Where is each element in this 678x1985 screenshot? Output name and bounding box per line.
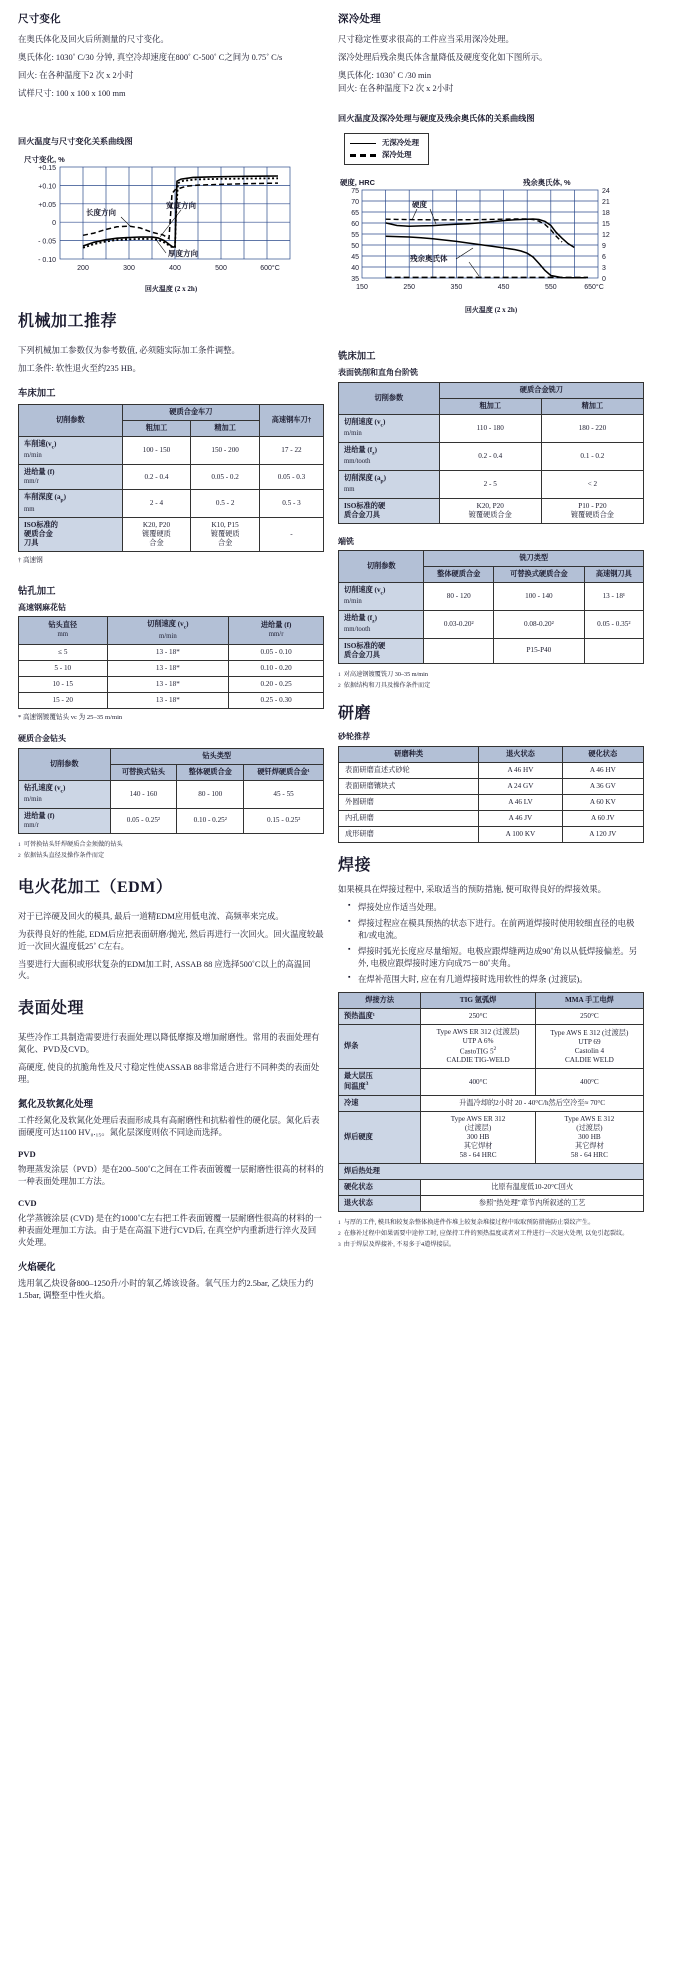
footnote-number: 2 xyxy=(338,1230,341,1237)
note-drilling-hss: * 高速钢镀覆钻头 vc 为 25–35 m/min xyxy=(18,714,123,722)
cell-value: Type AWS ER 312 (过渡层) 300 HB 其它焊材 58 - 64 HRC xyxy=(421,1111,535,1163)
cell-value: 参照"热处理"章节内所叙述的工艺 xyxy=(421,1195,644,1211)
footnote-text: 对高速钢镀覆铣刀 30–35 m/min xyxy=(343,670,428,678)
edm-p2: 为获得良好的性能, EDM后应把表面研磨/抛光, 然后再进行一次回火。回火温度较最近一次回火温度低25˚ C左右。 xyxy=(18,929,324,951)
cell-label: 成形研磨 xyxy=(339,826,479,842)
cell-value: K20, P20 镀覆硬质合金 xyxy=(439,498,541,523)
cell-param: ISO标准的 硬质合金 刀具 xyxy=(19,518,123,552)
subsection-pvd: PVD xyxy=(18,1148,36,1159)
section-title-surface: 表面处理 xyxy=(18,1000,85,1018)
table-row xyxy=(339,1095,644,1111)
subsection-turning: 车床加工 xyxy=(18,386,56,398)
cvd-text: 化学蒸镀涂层 (CVD) 是在约1000˚C左右把工件表面镀覆一层耐磨性很高的材料的一种表面处理加工方法。由于是在高温下进行CVD后, 在真空炉内重新进行淬火及回火处理。 xyxy=(18,1214,322,1248)
section-title-deep-cooling: 深冷处理 xyxy=(338,13,381,25)
cell-value: 13 - 18* xyxy=(107,677,229,693)
svg-text:500: 500 xyxy=(215,265,227,273)
cell-value: 0.5 - 2 xyxy=(191,490,260,518)
footnote-number: 1 xyxy=(338,671,341,678)
th-solid-carbide: 整体硬质合金 xyxy=(177,764,244,780)
cell-value: 110 - 180 xyxy=(439,414,541,442)
th-hss-tool: 高速钢车刀† xyxy=(259,405,323,437)
edm-p1: 对于已淬硬及回火的模具, 最后一道精EDM应用低电流、高频率来完成。 xyxy=(18,911,284,921)
cell-param: 冷速 xyxy=(339,1095,421,1111)
cell-value: A 46 HV xyxy=(479,762,562,778)
svg-text:40: 40 xyxy=(351,265,359,273)
th-grinding-type: 研磨种类 xyxy=(339,746,479,762)
th-feed: 进给量 (f) mm/r xyxy=(229,617,324,645)
dim-change-p3: 回火: 在各种温度下2 次 x 2小时 xyxy=(18,70,134,80)
cell-value: 0.20 - 0.25 xyxy=(229,677,324,693)
cell-value: 10 - 15 xyxy=(19,677,108,693)
list-item: ▪ 焊接过程应在模具预热的状态下进行。在前两道焊接时使用较细直径的电极和/或电流。 xyxy=(350,918,644,942)
subsection-milling: 铣床加工 xyxy=(338,350,376,362)
dashed-line-icon xyxy=(350,154,376,157)
cell-value: 0.25 - 0.30 xyxy=(229,693,324,709)
cell-value: 250°C xyxy=(535,1008,643,1024)
svg-text:450: 450 xyxy=(497,284,510,292)
th-cutting-param: 切削参数 xyxy=(339,550,424,582)
chart-xlabel-dimensional: 回火温度 (2 x 2h) xyxy=(144,285,198,294)
th-carbide-mill: 硬质合金铣刀 xyxy=(439,382,643,398)
cell-value xyxy=(584,638,643,663)
cell-value: - xyxy=(259,518,323,552)
svg-text:- 0.10: - 0.10 xyxy=(38,257,56,265)
cell-value: 0.5 - 3 xyxy=(259,490,323,518)
cell-value: A 60 KV xyxy=(562,794,643,810)
table-row xyxy=(339,442,644,470)
table-turning xyxy=(18,404,324,552)
th-indexable-carbide: 可替换式硬质合金 xyxy=(494,566,585,582)
footnotes-welding xyxy=(338,1219,644,1250)
cell-label: 内孔研磨 xyxy=(339,810,479,826)
dim-change-p2: 奥氏体化: 1030˚ C/30 分钟, 真空冷却速度在800˚ C-500˚ C之间为 0.75˚ C/s xyxy=(18,52,283,62)
svg-text:21: 21 xyxy=(602,199,610,207)
svg-text:12: 12 xyxy=(602,232,610,240)
cell-value: 180 - 220 xyxy=(541,414,643,442)
table-drilling-carbide xyxy=(18,748,324,834)
cell-value: A 120 JV xyxy=(562,826,643,842)
milling-end-label: 端铣 xyxy=(338,536,354,546)
cell-param: 进给量 $(f_z)$ mm/tooth xyxy=(339,442,440,470)
table-row xyxy=(19,518,324,552)
cell-value: K10, P15 镀覆硬质 合金 xyxy=(191,518,260,552)
surface-p2: 高硬度, 使良的抗脆角性及尺寸稳定性使ASSAB 88非常适合进行不同种类的表面处理。 xyxy=(18,1062,320,1084)
footnote-number: 1 xyxy=(338,1219,341,1226)
cell-value: A 100 KV xyxy=(479,826,562,842)
legend-label: 无深冷处理 xyxy=(382,138,419,148)
svg-text:75: 75 xyxy=(351,188,359,196)
svg-text:300: 300 xyxy=(123,265,135,273)
subsection-cvd: CVD xyxy=(18,1198,37,1209)
cell-value: A 46 LV xyxy=(479,794,562,810)
th-brazed-carbide: 硬钎焊硬质合金¹ xyxy=(244,764,324,780)
cell-value: Type AWS ER 312 (过渡层) UTP A 6% CastoTIG $5^2$ CALDIE TIG-WELD xyxy=(421,1024,535,1068)
footnote-text: 在修补过程中如果需要中途停工时, 应保持工件的预热温度或者对工件进行一次退火处理, 以免引起裂纹。 xyxy=(343,1229,629,1237)
cell-value: P10 - P20 镀覆硬质合金 xyxy=(541,498,643,523)
table-row xyxy=(19,780,324,808)
dim-change-p1: 在奥氏体化及回火后所测量的尺寸变化。 xyxy=(18,34,169,44)
svg-text:200: 200 xyxy=(77,265,89,273)
svg-text:+0.10: +0.10 xyxy=(38,183,56,191)
svg-text:55: 55 xyxy=(351,232,359,240)
th-cutting-param: 切削参数 xyxy=(19,405,123,437)
svg-text:650°C: 650°C xyxy=(584,284,604,292)
svg-text:15: 15 xyxy=(602,221,610,229)
svg-text:0: 0 xyxy=(602,276,606,284)
cell-value: 100 - 150 xyxy=(122,437,191,465)
svg-text:硬度: 硬度 xyxy=(412,200,427,210)
footnote-text: 与厚的工件, 模具和较复杂整体换进件作堆上较复杂堆接过程中取取预防措施防止裂纹产生。 xyxy=(343,1218,595,1226)
th-cutting-param: 切削参数 xyxy=(19,748,111,780)
table-grinding xyxy=(338,746,644,843)
cell-value: 0.05 - 0.35² xyxy=(584,610,643,638)
th-indexable: 可替换式钻头 xyxy=(110,764,177,780)
svg-text:长度方向: 长度方向 xyxy=(86,208,116,218)
cell-label: 表面研磨镶块式 xyxy=(339,778,479,794)
chart-caption-dimensional: 回火温度与尺寸变化关系曲线图 xyxy=(18,136,133,146)
cell-value: 150 - 200 xyxy=(191,437,260,465)
svg-text:24: 24 xyxy=(602,188,610,196)
cell-value: 0.15 - 0.25² xyxy=(244,808,324,833)
svg-text:9: 9 xyxy=(602,243,606,251)
cell-value: 13 - 18* xyxy=(107,661,229,677)
table-row xyxy=(339,1195,644,1211)
table-row xyxy=(339,1024,644,1068)
cell-value: 45 - 55 xyxy=(244,780,324,808)
cell-value: 0.05 - 0.2 xyxy=(191,464,260,489)
footnote-text: 可替换钻头钎焊硬质合金须做的钻头 xyxy=(23,841,123,849)
chart-xlabel-deepcool: 回火温度 (2 x 2h) xyxy=(464,306,518,315)
cell-label: 外圆研磨 xyxy=(339,794,479,810)
cell-value: 0.05 - 0.3 xyxy=(259,464,323,489)
th-finish: 精加工 xyxy=(191,421,260,437)
footnote-text: 由于焊层及焊接补, 不易多于4道焊接层。 xyxy=(343,1240,456,1248)
svg-text:3: 3 xyxy=(602,265,606,273)
svg-text:150: 150 xyxy=(356,284,368,292)
table-row xyxy=(339,1008,644,1024)
flame-text: 选用氧乙炔设备800–1250升/小时的氧乙烯该设备。氧气压力约2.5bar, 乙炔压力约1.5bar, 调整至中性火焰。 xyxy=(18,1279,314,1301)
welding-bullet-list xyxy=(338,902,644,986)
dim-change-p4: 试样尺寸: 100 x 100 x 100 mm xyxy=(18,88,126,98)
cell-value: 5 - 10 xyxy=(19,661,108,677)
cell-value: 0.05 - 0.25² xyxy=(110,808,177,833)
table-row xyxy=(339,778,644,794)
cell-value: K20, P20 镀覆硬质 合金 xyxy=(122,518,191,552)
cell-value: 15 - 20 xyxy=(19,693,108,709)
solid-line-icon xyxy=(350,143,376,144)
cell-value: 250°C xyxy=(421,1008,535,1024)
subsection-drilling: 钻孔加工 xyxy=(18,584,56,596)
cell-param: ISO标准的硬 质合金刀具 xyxy=(339,638,424,663)
th-rough: 粗加工 xyxy=(122,421,191,437)
table-row xyxy=(19,464,324,489)
cell-param: 进给量 (f) mm/r xyxy=(19,464,123,489)
cell-value: A 46 HV xyxy=(562,762,643,778)
table-row xyxy=(339,1069,644,1095)
cell-param: 进给量 $(f_z)$ mm/tooth xyxy=(339,610,424,638)
svg-text:+0.05: +0.05 xyxy=(38,202,56,210)
svg-text:65: 65 xyxy=(351,210,359,218)
table-row xyxy=(339,826,644,842)
table-row xyxy=(339,470,644,498)
svg-text:残余奥氏体: 残余奥氏体 xyxy=(410,254,448,264)
svg-text:600°C: 600°C xyxy=(260,265,280,273)
cell-value: 17 - 22 xyxy=(259,437,323,465)
table-row xyxy=(339,1163,644,1179)
legend-item-no-deep-cool xyxy=(350,138,419,149)
cell-value: 0.05 - 0.10 xyxy=(229,645,324,661)
pvd-text: 物理蒸发涂层（PVD）是在200–500˚C之间在工件表面镀覆一层耐磨性很高的材料的一种表面处理加工方法。 xyxy=(18,1165,324,1187)
table-row xyxy=(339,414,644,442)
cell-param: 硬化状态 xyxy=(339,1179,421,1195)
svg-text:- 0.05: - 0.05 xyxy=(38,238,56,246)
chart-deep-cooling xyxy=(338,176,644,316)
cell-param: 钻孔速度 $(v_c)$ m/min xyxy=(19,780,111,808)
table-row xyxy=(19,677,324,693)
machining-p2: 加工条件: 软性退火至约235 HB。 xyxy=(18,363,141,373)
cell-param: 焊后硬度 xyxy=(339,1111,421,1163)
svg-text:550: 550 xyxy=(544,284,557,292)
cell-value: 400°C xyxy=(421,1069,535,1095)
list-item: ▪ 在焊补范围大时, 应在有几道焊接时选用软性的焊条 (过渡层)。 xyxy=(350,974,644,986)
left-column xyxy=(18,12,324,1308)
svg-text:6: 6 xyxy=(602,254,606,262)
nitriding-text: 工件经氮化及软氮化处理后表面形成具有高耐磨性和抗粘着性的硬化层。氮化后表面硬度可达1100 HV₀.₁₅。氮化层深度则依不同途而选择。 xyxy=(18,1116,320,1138)
th-hss-tool: 高速钢刀具 xyxy=(584,566,643,582)
table-row xyxy=(339,610,644,638)
th-tig: TIG 氩弧焊 xyxy=(421,992,535,1008)
cell-label: 表面研磨直述式砂轮 xyxy=(339,762,479,778)
cell-param: ISO标准的硬 质合金刀具 xyxy=(339,498,440,523)
svg-text:残余奥氏体, %: 残余奥氏体, % xyxy=(523,178,571,188)
cell-param: 预热温度¹ xyxy=(339,1008,421,1024)
th-cutting-param: 切削参数 xyxy=(339,382,440,414)
footnote-number: 2 xyxy=(18,853,21,860)
note-turning: † 高速钢 xyxy=(18,557,43,565)
cell-value: 比原有温度低10-20°C回火 xyxy=(421,1179,644,1195)
deep-cool-p3: 奥氏体化: 1030˚ C /30 min xyxy=(338,70,432,80)
cell-param: 车削深度 $(a_p)$ mm xyxy=(19,490,123,518)
cell-value: < 2 xyxy=(541,470,643,498)
cell-value: A 60 JV xyxy=(562,810,643,826)
right-column xyxy=(338,12,644,1308)
svg-text:70: 70 xyxy=(351,199,359,207)
footnote-number: 3 xyxy=(338,1241,341,1248)
legend-item-deep-cool xyxy=(350,150,419,161)
cell-value: ≤ 5 xyxy=(19,645,108,661)
th-annealed: 退火状态 xyxy=(479,746,562,762)
svg-text:60: 60 xyxy=(351,221,359,229)
svg-text:18: 18 xyxy=(602,210,610,218)
chart-legend xyxy=(344,133,429,165)
subsection-nitriding: 氮化及软氮化处理 xyxy=(18,1097,94,1109)
list-item: ▪ 焊接处应作适当处理。 xyxy=(350,902,644,914)
th-mill-type: 铣刀类型 xyxy=(424,550,644,566)
cell-param: 切削速度 $(v_c)$ m/min xyxy=(339,582,424,610)
grinding-wheel-label: 砂轮推荐 xyxy=(338,732,370,742)
cell-param: 退火状态 xyxy=(339,1195,421,1211)
footnote-number: 1 xyxy=(18,842,21,849)
footnotes-milling xyxy=(338,671,644,691)
machining-p1: 下列机械加工参数仅为参考数值, 必须随实际加工条件调整。 xyxy=(18,345,240,355)
table-row xyxy=(339,638,644,663)
cell-value: 0.2 - 0.4 xyxy=(122,464,191,489)
th-welding-method: 焊接方法 xyxy=(339,992,421,1008)
section-title-grinding: 研磨 xyxy=(338,704,372,722)
deep-cool-p1: 尺寸稳定性要求很高的工件应当采用深冷处理。 xyxy=(338,34,514,44)
cell-param: 切削速度 $(v_c)$ m/min xyxy=(339,414,440,442)
cell-value: 0.08-0.20² xyxy=(494,610,585,638)
cell-value: 80 - 100 xyxy=(177,780,244,808)
svg-text:35: 35 xyxy=(351,276,359,284)
cell-value: A 36 GV xyxy=(562,778,643,794)
cell-value: 13 - 18¹ xyxy=(584,582,643,610)
cell-value: 80 - 120 xyxy=(424,582,494,610)
table-milling-end xyxy=(338,550,644,664)
cell-value: 400°C xyxy=(535,1069,643,1095)
section-title-welding: 焊接 xyxy=(338,856,372,874)
svg-text:50: 50 xyxy=(351,243,359,251)
th-drill-dia: 钻头直径 mm xyxy=(19,617,108,645)
welding-p1: 如果模具在焊接过程中, 采取适当的预防措施, 便可取得良好的焊接效果。 xyxy=(338,885,606,895)
cell-param: 焊条 xyxy=(339,1024,421,1068)
cell-value: 2 - 4 xyxy=(122,490,191,518)
cell-param: 最大层压 间温度$^3$ xyxy=(339,1069,421,1095)
cell-param: 切削深度 $(a_p)$ mm xyxy=(339,470,440,498)
cell-value: 0.03-0.20² xyxy=(424,610,494,638)
table-row xyxy=(339,810,644,826)
cell-value: 0.1 - 0.2 xyxy=(541,442,643,470)
cell-value: 13 - 18* xyxy=(107,693,229,709)
cell-value: 0.10 - 0.25² xyxy=(177,808,244,833)
cell-subheading: 焊后热处理 xyxy=(339,1163,644,1179)
svg-text:厚度方向: 厚度方向 xyxy=(168,249,198,259)
svg-text:+0.15: +0.15 xyxy=(38,165,56,173)
cell-value: 0.10 - 0.20 xyxy=(229,661,324,677)
table-row xyxy=(339,794,644,810)
deep-cool-p2: 深冷处理后残余奥氏体含量降低及硬度变化如下图所示。 xyxy=(338,52,548,62)
th-rough: 粗加工 xyxy=(439,398,541,414)
svg-text:硬度, HRC: 硬度, HRC xyxy=(340,178,375,188)
svg-text:尺寸变化, %: 尺寸变化, % xyxy=(24,155,65,165)
table-milling-face xyxy=(338,382,644,524)
drilling-hss-label: 高速钢麻花钻 xyxy=(18,602,66,612)
milling-face-label: 表面铣削和直角台阶铣 xyxy=(338,368,418,378)
drilling-carbide-label: 硬质合金钻头 xyxy=(18,734,66,744)
table-row xyxy=(339,582,644,610)
cell-value: 13 - 18* xyxy=(107,645,229,661)
surface-p1: 某些冷作工具制造需要进行表面处理以降低摩擦及增加耐磨性。常用的表面处理有氮化、PVD及CVD。 xyxy=(18,1033,320,1055)
th-carbide-tool: 硬质合金车刀 xyxy=(122,405,259,421)
cell-value: 100 - 140 xyxy=(494,582,585,610)
table-welding xyxy=(338,992,644,1212)
cell-value: 140 - 160 xyxy=(110,780,177,808)
th-hardened: 硬化状态 xyxy=(562,746,643,762)
cell-value: A 24 GV xyxy=(479,778,562,794)
section-title-edm: 电火花加工（EDM） xyxy=(18,879,173,897)
legend-label: 深冷处理 xyxy=(382,149,412,159)
section-title-dimensional-change: 尺寸变化 xyxy=(18,13,61,25)
table-drilling-hss xyxy=(18,616,324,709)
table-row xyxy=(339,498,644,523)
subsection-flame-hardening: 火焰硬化 xyxy=(18,1261,56,1272)
cell-value xyxy=(424,638,494,663)
section-title-machining: 机械加工推荐 xyxy=(18,313,118,331)
chart-caption-deepcool: 回火温度及深冷处理与硬度及残余奥氏体的关系曲线图 xyxy=(338,113,535,123)
cell-value: 升温冷却的2小时 20 - 40°C/h然后空冷至≈ 70°C xyxy=(421,1095,644,1111)
cell-param: 车削速$(v_c)$ m/min xyxy=(19,437,123,465)
cell-param: 进给量 (f) mm/r xyxy=(19,808,111,833)
table-row xyxy=(19,490,324,518)
cell-value: 2 - 5 xyxy=(439,470,541,498)
th-drill-type: 钻头类型 xyxy=(110,748,324,764)
deep-cool-p4: 回火: 在各种温度下2 次 x 2小时 xyxy=(338,83,454,93)
svg-text:250: 250 xyxy=(403,284,416,292)
table-row xyxy=(339,762,644,778)
th-finish: 精加工 xyxy=(541,398,643,414)
table-row xyxy=(19,645,324,661)
cell-value: A 46 JV xyxy=(479,810,562,826)
table-row xyxy=(19,808,324,833)
table-row xyxy=(19,661,324,677)
table-row xyxy=(19,437,324,465)
cell-value: Type AWS E 312 (过渡层) 300 HB 其它焊材 58 - 64 HRC xyxy=(535,1111,643,1163)
list-item: ▪ 焊接时弧光长度应尽量缩短。电极应跟焊缝两边成90˚角以从低焊接偏差。另外, 电极应跟焊接时速方向成75－80˚夹角。 xyxy=(350,946,644,970)
th-mma: MMA 手工电焊 xyxy=(535,992,643,1008)
cell-value: Type AWS E 312 (过渡层) UTP 69 Castolin 4 CALDIE WELD xyxy=(535,1024,643,1068)
th-solid-carbide: 整体硬质合金 xyxy=(424,566,494,582)
cell-value: 0.2 - 0.4 xyxy=(439,442,541,470)
table-row xyxy=(339,1179,644,1195)
svg-text:350: 350 xyxy=(450,284,463,292)
cell-value: P15-P40 xyxy=(494,638,585,663)
th-cutting-speed: 切削速度 $(v_c)$ m/min xyxy=(107,617,229,645)
table-row xyxy=(19,693,324,709)
edm-p3: 当要进行大面积或形状复杂的EDM加工时, ASSAB 88 应选择500˚C以上的高温回火。 xyxy=(18,959,311,981)
footnotes-drilling xyxy=(18,841,324,861)
svg-text:宽度方向: 宽度方向 xyxy=(166,201,196,211)
svg-text:400: 400 xyxy=(169,265,181,273)
svg-text:45: 45 xyxy=(351,254,359,262)
footnote-text: 依据钻头直径及操作条件而定 xyxy=(23,852,105,860)
svg-text:0: 0 xyxy=(52,220,56,228)
chart-dimensional-change xyxy=(18,153,324,295)
footnote-text: 依据结构和刀具及操作条件而定 xyxy=(343,681,431,689)
table-row xyxy=(339,1111,644,1163)
footnote-number: 2 xyxy=(338,682,341,689)
